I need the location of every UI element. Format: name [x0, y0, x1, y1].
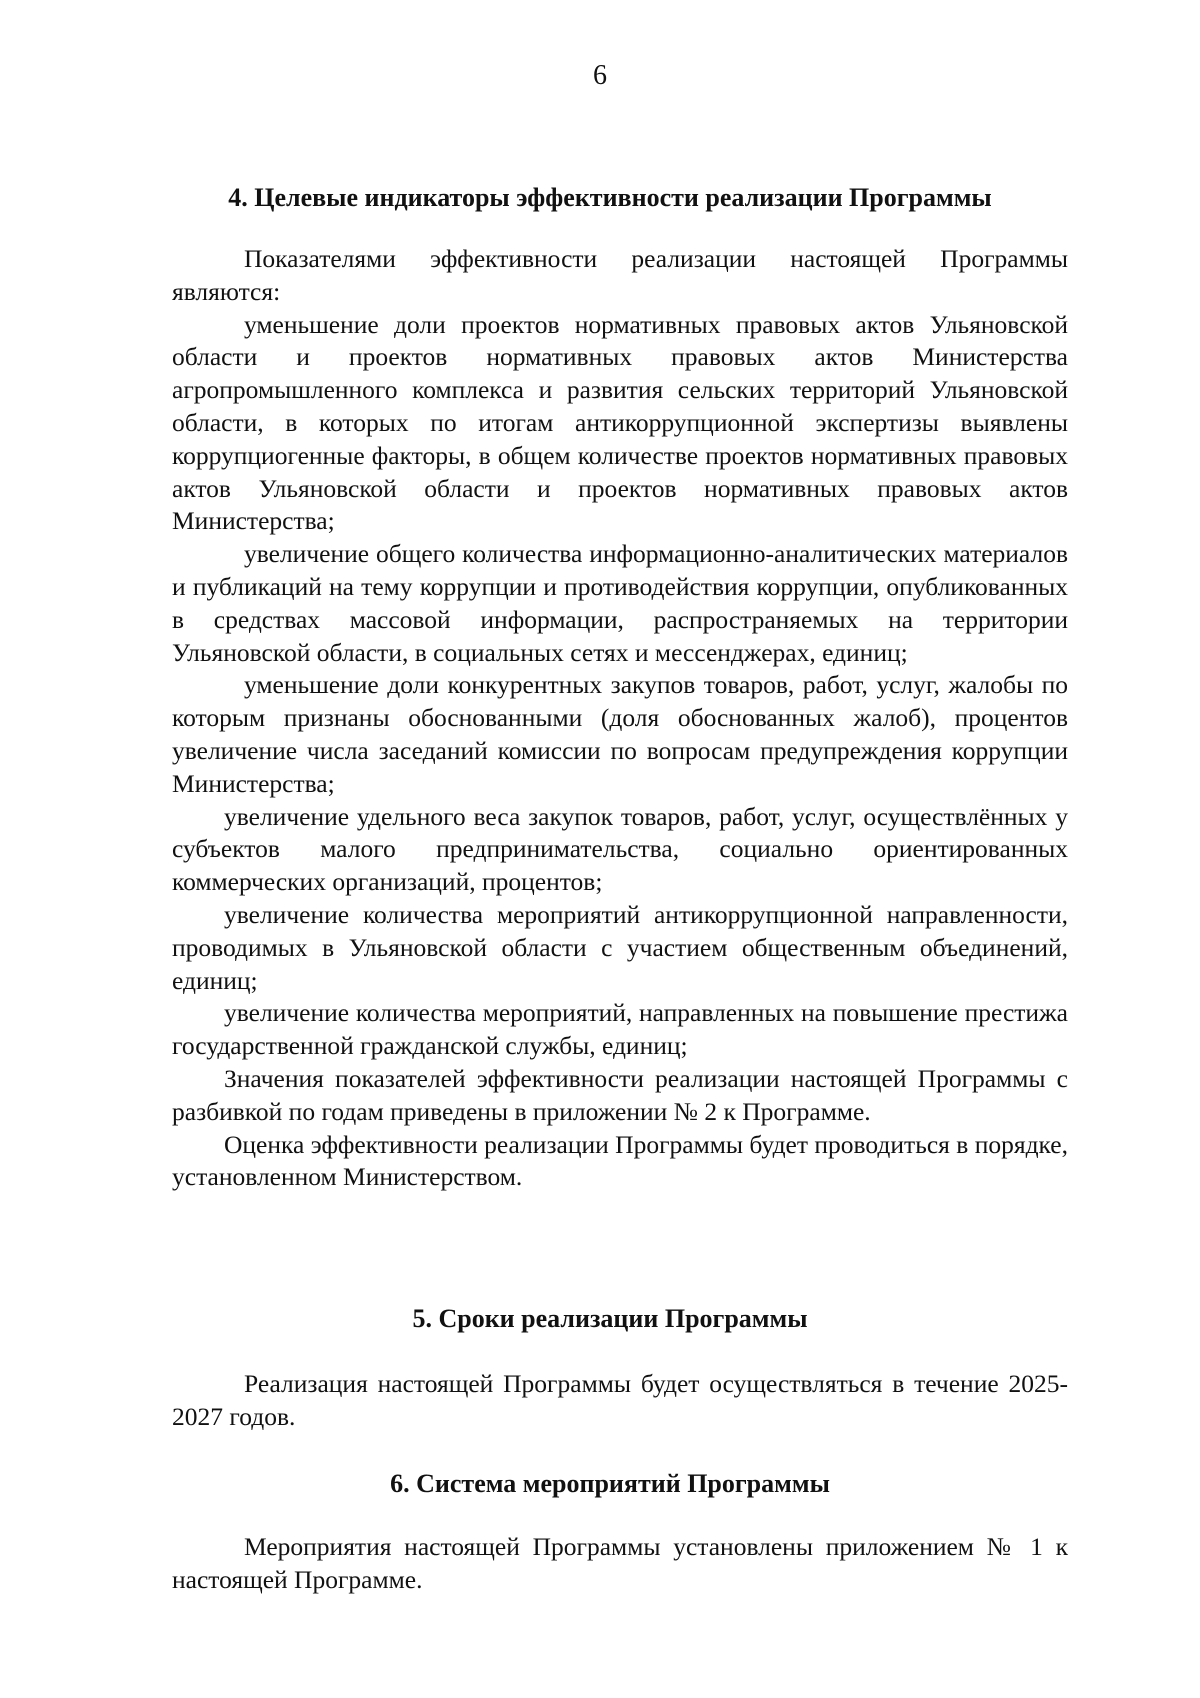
section-4-paragraph: увеличение общего количества информационно-аналитических материалов и публикаций на тему коррупции и противодействия коррупции, опубликованных в средствах массовой информации, распространяемых на территории Ульяновской области, в социальных сетях и мессенджерах, единиц;: [172, 539, 1068, 667]
section-5-heading: 5. Сроки реализации Программы: [412, 1304, 808, 1333]
section-6-paragraph: Мероприятия настоящей Программы установлены приложением № 1 к настоящей Программе.: [172, 1532, 1068, 1594]
section-5-body: [172, 1368, 1068, 1434]
section-4-paragraph: Показателями эффективности реализации настоящей Программы являются:: [172, 244, 1068, 306]
section-4-paragraph: увеличение количества мероприятий антикоррупционной направленности, проводимых в Ульяновской области с участием общественным объединений, единиц;: [172, 899, 1068, 995]
section-4-body: [172, 243, 1068, 1194]
section-4-heading: 4. Целевые индикаторы эффективности реализации Программы: [228, 183, 992, 212]
section-4-paragraph: увеличение удельного веса закупок товаров, работ, услуг, осуществлённых у субъектов малого предпринимательства, социально ориентированных коммерческих организаций, процентов;: [172, 801, 1068, 897]
section-4-paragraph: уменьшение доли проектов нормативных правовых актов Ульяновской области и проектов нормативных правовых актов Министерства агропромышленного комплекса и развития сельских территорий Ульяновской области, в которых по итогам антикоррупционной экспертизы выявлены коррупциогенные факторы, в общем количестве проектов нормативных правовых актов Ульяновской области и проектов нормативных правовых актов Министерства;: [172, 309, 1068, 536]
section-6-body: [172, 1531, 1068, 1597]
page-number: 6: [593, 60, 607, 91]
section-4-paragraph: уменьшение доли конкурентных закупов товаров, работ, услуг, жалобы по которым признаны обоснованными (доля обоснованных жалоб), процентов увеличение числа заседаний комиссии по вопросам предупреждения коррупции Министерства;: [172, 670, 1068, 798]
section-4-paragraph: Оценка эффективности реализации Программы будет проводиться в порядке, установленном Министерством.: [172, 1129, 1068, 1192]
section-4-paragraph: увеличение количества мероприятий, направленных на повышение престижа государственной гражданской службы, единиц;: [172, 998, 1068, 1061]
section-6-heading: 6. Система мероприятий Программы: [390, 1469, 830, 1498]
section-5-paragraph: Реализация настоящей Программы будет осуществляться в течение 2025-2027 годов.: [172, 1369, 1068, 1431]
section-4-paragraph: Значения показателей эффективности реализации настоящей Программы с разбивкой по годам приведены в приложении № 2 к Программе.: [172, 1063, 1068, 1126]
